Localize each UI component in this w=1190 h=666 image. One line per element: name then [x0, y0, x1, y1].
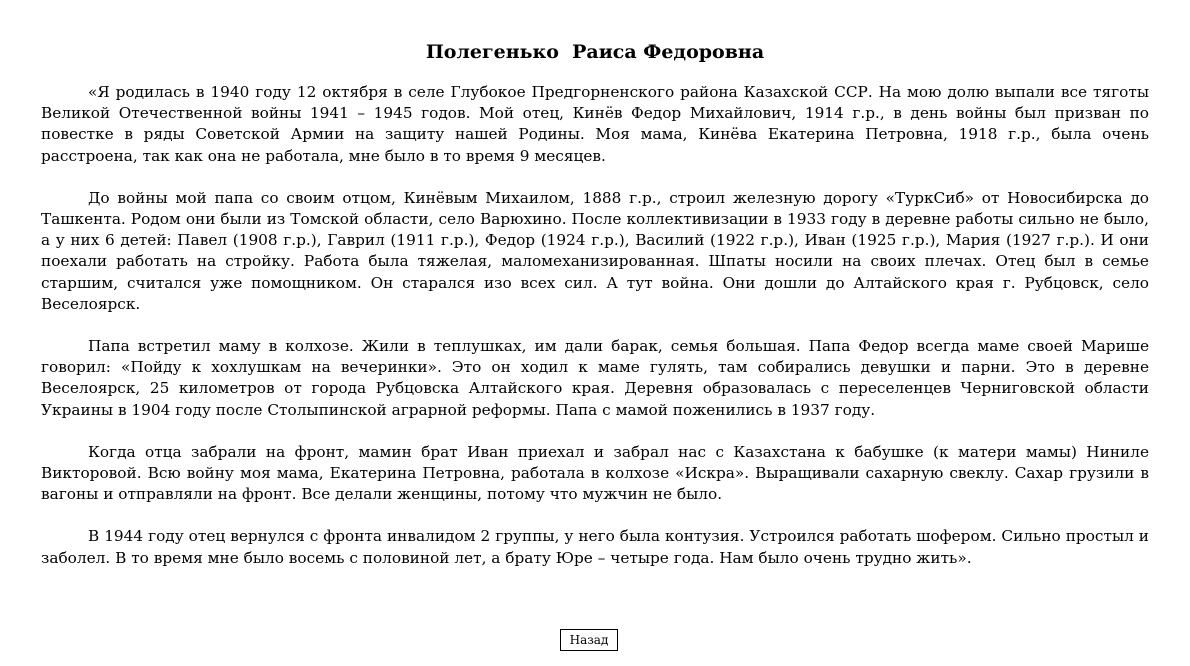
paragraph: До войны мой папа со своим отцом, Кинёвым Михаилом, 1888 г.р., строил железную дорогу «ТуркСиб» от Новосибирска до Ташкента. Родом они были из Томской области, село Варюхино. После коллективизации в 1933 году в деревне работы сильно не было, а у них 6 детей: Павел (1908 г.р.), Гаврил (1911 г.р.), Федор (1924 г.р.), Василий (1922 г.р.), Иван (1925 г.р.), Мария (1927 г.р.). И они поехали работать на стройку. Работа была тяжелая, маломеханизированная. Шпаты носили на своих плечах. Отец был в семье старшим, считался уже помощником. Он старался изо всех сил. А тут война. Они дошли до Алтайского края г. Рубцовск, село Веселоярск.: [41, 188, 1149, 313]
paragraph: В 1944 году отец вернулся с фронта инвалидом 2 группы, у него была контузия. Устроился работать шофером. Сильно простыл и заболел. В то время мне было восемь с половиной лет, а брату Юре – четыре года. Нам было очень трудно жить».: [41, 527, 1149, 567]
page-title: Полегенько Раиса Федоровна: [425, 41, 765, 63]
paragraph: Когда отца забрали на фронт, мамин брат Иван приехал и забрал нас с Казахстана к бабушке (к матери мамы) Ниниле Викторовой. Всю войну моя мама, Екатерина Петровна, работала в колхозе «Искра». Выращивали сахарную свеклу. Сахар грузили в вагоны и отправляли на фронт. Все делали женщины, потому что мужчин не было.: [41, 442, 1149, 504]
paragraph: «Я родилась в 1940 году 12 октября в селе Глубокое Предгорненского района Казахской ССР. На мою долю выпали все тяготы Великой Отечественной войны 1941 – 1945 годов. Мой отец, Кинёв Федор Михайлович, 1914 г.р., в день войны был призван по повестке в ряды Советской Армии на защиту нашей Родины. Моя мама, Кинёва Екатерина Петровна, 1918 г.р., была очень расстроена, так как она не работала, мне было в то время 9 месяцев.: [41, 83, 1149, 165]
back-button[interactable]: Назад: [560, 629, 618, 651]
paragraph: Папа встретил маму в колхозе. Жили в теплушках, им дали барак, семья большая. Папа Федор всегда маме своей Марише говорил: «Пойду к хохлушкам на вечеринки». Это он ходил к маме гулять, там собирались девушки и парни. Это в деревне Веселоярск, 25 километров от города Рубцовска Алтайского края. Деревня образовалась с переселенцев Черниговской области Украины в 1904 году после Столыпинской аграрной реформы. Папа с мамой поженились в 1937 году.: [41, 337, 1149, 419]
article-body: [41, 82, 1149, 590]
